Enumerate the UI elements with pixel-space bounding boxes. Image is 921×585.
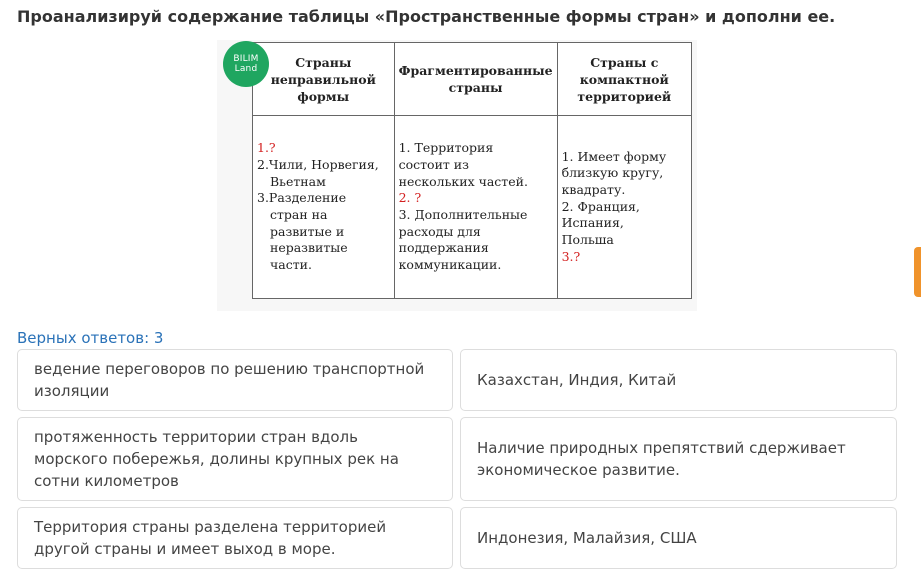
cell-compact-countries: 1. Имеет форму близкую кругу, квадрату. 2. Франция, Испания, Польша 3.? (557, 116, 691, 299)
correct-answers-count: Верных ответов: 3 (17, 329, 164, 347)
logo-text-top: BILIM (233, 54, 259, 64)
bilimland-logo (223, 41, 269, 87)
header-irregular-countries: Страны неправильной формы (253, 43, 395, 116)
answer-option-left-3[interactable]: Территория страны разделена территорией другой страны и имеет выход в море. (17, 507, 453, 569)
table-header-row (253, 43, 692, 116)
answer-option-right-3[interactable]: Индонезия, Малайзия, США (460, 507, 897, 569)
scroll-indicator[interactable] (914, 247, 921, 297)
missing-item-marker: 2. ? (398, 190, 422, 206)
country-shapes-table (252, 42, 692, 299)
answer-option-left-2[interactable]: протяженность территории стран вдоль морского побережья, долины крупных рек на сотни километров (17, 417, 453, 501)
missing-item-marker: 1.? (257, 140, 276, 156)
answer-option-right-2[interactable]: Наличие природных препятствий сдерживает экономическое развитие. (460, 417, 897, 501)
cell-fragmented-countries: 1. Территория состоит из нескольких частей. 2. ? 3. Дополнительные расходы для поддержания коммуникации. (394, 116, 557, 299)
missing-item-marker: 3.? (561, 248, 581, 264)
answer-option-right-1[interactable]: Казахстан, Индия, Китай (460, 349, 897, 411)
table-body-row (253, 116, 692, 299)
header-compact-countries: Страны с компактной территорией (557, 43, 691, 116)
answer-option-left-1[interactable]: ведение переговоров по решению транспортной изоляции (17, 349, 453, 411)
question-title: Проанализируй содержание таблицы «Пространственные формы стран» и дополни ее. (17, 7, 836, 26)
header-fragmented-countries: Фрагментированные страны (394, 43, 557, 116)
cell-irregular-countries: 1.? 2.Чили, Норвегия, Вьетнам 3.Разделение стран на развитые и неразвитые части. (253, 116, 395, 299)
logo-text-bottom: Land (234, 64, 258, 74)
